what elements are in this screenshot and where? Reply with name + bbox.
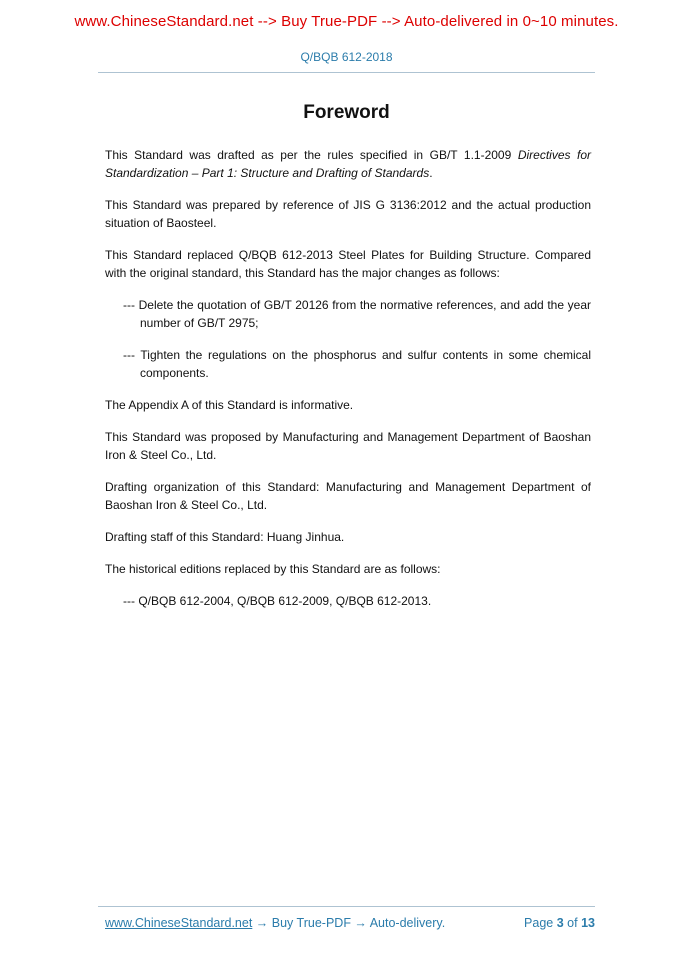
page-indicator bbox=[524, 916, 595, 930]
page-word: Page bbox=[524, 916, 554, 930]
paragraph-proposed-by: This Standard was proposed by Manufacturing and Management Department of Baoshan Iron & Steel Co., Ltd. bbox=[105, 430, 591, 462]
change-item-delete-quotation: --- Delete the quotation of GB/T 20126 from the normative references, and add the year number of GB/T 2975; bbox=[123, 298, 591, 330]
standard-number: Q/BQB 612-2018 bbox=[300, 50, 393, 64]
page-title: Foreword bbox=[303, 102, 390, 123]
footer-website-link[interactable]: www.ChineseStandard.net bbox=[105, 916, 253, 930]
historical-editions-list: --- Q/BQB 612-2004, Q/BQB 612-2009, Q/BQB 612-2013. bbox=[123, 594, 432, 608]
footer bbox=[105, 916, 595, 930]
paragraph-replaced-standard: This Standard replaced Q/BQB 612-2013 Steel Plates for Building Structure. Compared with the original standard, this Standard has the major changes as follows: bbox=[105, 248, 591, 280]
footer-promo bbox=[105, 916, 445, 930]
change-item-tighten-regulations: --- Tighten the regulations on the phosphorus and sulfur contents in some chemical components. bbox=[123, 348, 591, 380]
paragraph-drafting-staff: Drafting staff of this Standard: Huang Jinhua. bbox=[105, 530, 345, 544]
header-divider bbox=[98, 72, 595, 73]
document-body bbox=[105, 146, 591, 624]
footer-divider bbox=[98, 906, 595, 907]
paragraph-drafting-rules bbox=[105, 146, 591, 182]
promo-banner: www.ChineseStandard.net --> Buy True-PDF --> Auto-delivered in 0~10 minutes. bbox=[74, 13, 619, 30]
footer-promo-text: → Buy True-PDF → Auto-delivery. bbox=[255, 916, 446, 930]
paragraph-historical-editions: The historical editions replaced by this Standard are as follows: bbox=[105, 562, 441, 576]
paragraph-prepared-by: This Standard was prepared by reference of JIS G 3136:2012 and the actual production situation of Baosteel. bbox=[105, 198, 591, 230]
paragraph-appendix-informative: The Appendix A of this Standard is informative. bbox=[105, 398, 354, 412]
paragraph-text: . bbox=[429, 166, 433, 180]
referenced-standard-title: Directives for Standardization – Part 1: Structure and Drafting of Standards bbox=[105, 148, 592, 180]
page-current: 3 bbox=[556, 916, 564, 930]
paragraph-drafting-organization: Drafting organization of this Standard: Manufacturing and Management Department of Baoshan Iron & Steel Co., Ltd. bbox=[105, 480, 591, 512]
of-word: of bbox=[567, 916, 578, 930]
paragraph-text: This Standard was drafted as per the rules specified in GB/T 1.1-2009 bbox=[105, 148, 518, 162]
page-total: 13 bbox=[581, 916, 595, 930]
